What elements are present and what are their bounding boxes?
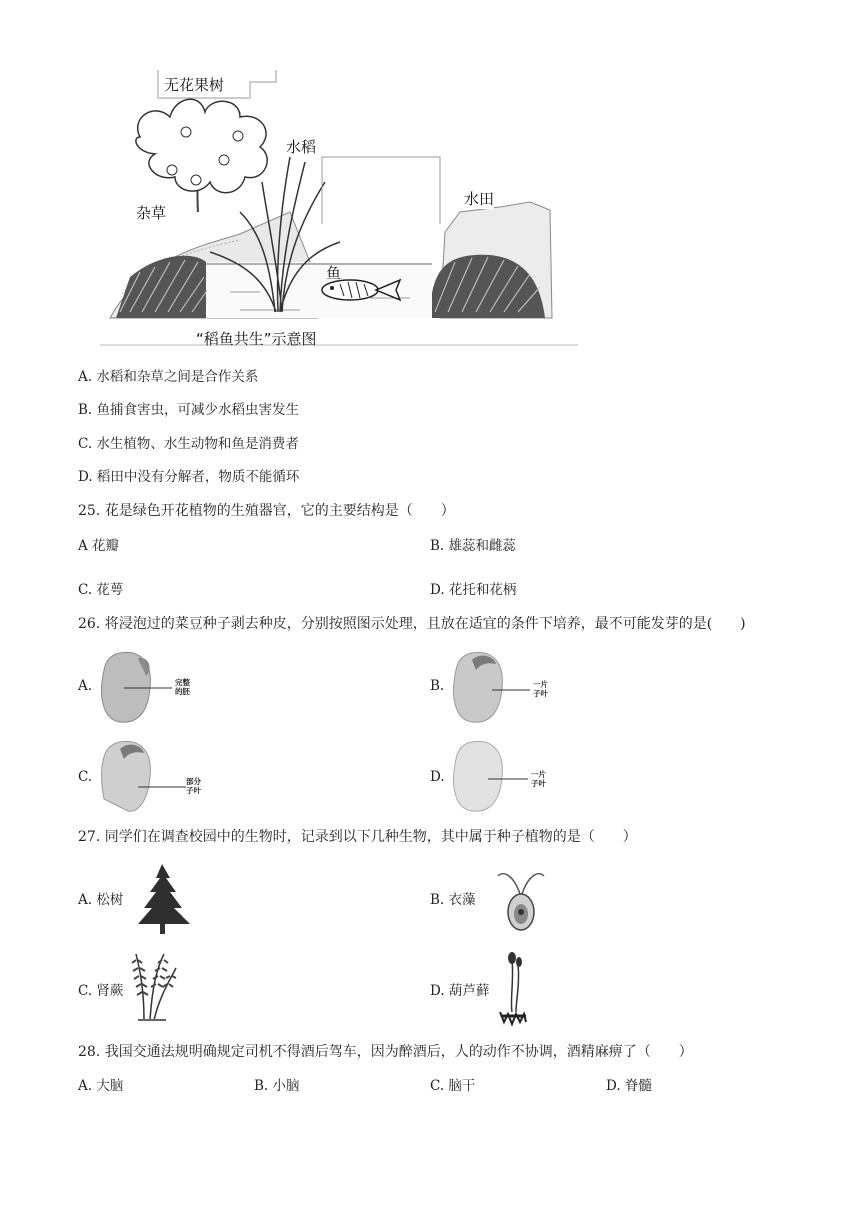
q25-option-b: B. 雄蕊和雌蕊 <box>430 538 517 554</box>
q25-stem: 25. 花是绿色开花植物的生殖器官，它的主要结构是（ ） <box>78 503 455 519</box>
q27-option-b: B. 衣藻 <box>430 892 476 908</box>
q27-option-c: C. 肾蕨 <box>78 983 124 999</box>
q27-option-a: A. 松树 <box>78 892 124 908</box>
q26-b-letter: B. <box>430 678 445 694</box>
q26-stem: 26. 将浸泡过的菜豆种子剥去种皮，分别按照图示处理，且放在适宜的条件下培养，最不可能发芽的是( ) <box>78 616 746 632</box>
chlamydomonas-image <box>494 866 548 936</box>
q26-option-a <box>78 648 278 728</box>
figure-caption: “稻鱼共生”示意图 <box>196 330 317 348</box>
q26-a-label: 完整 的胚 <box>175 678 190 696</box>
q24-option-a: A. 水稻和杂草之间是合作关系 <box>78 369 259 385</box>
q26-c-letter: C. <box>78 769 93 785</box>
q28-option-b: B. 小脑 <box>254 1078 300 1094</box>
q25-option-c: C. 花萼 <box>78 582 124 598</box>
q25-option-d: D. 花托和花柄 <box>430 582 517 598</box>
q26-a-letter: A. <box>78 678 93 694</box>
q27-option-d: D. 葫芦藓 <box>430 983 490 999</box>
rice-fish-figure <box>100 62 580 352</box>
q24-option-d: D. 稻田中没有分解者，物质不能循环 <box>78 469 300 485</box>
q28-option-c: C. 脑干 <box>430 1078 476 1094</box>
q25-option-a: A 花瓣 <box>78 538 120 554</box>
funaria-moss-image <box>492 950 534 1028</box>
bean-seed-partial-cotyledon-image <box>98 739 158 815</box>
fern-image <box>130 950 180 1024</box>
rice-fish-illustration <box>100 62 580 352</box>
q28-option-d: D. 脊髓 <box>606 1078 652 1094</box>
q26-b-label: 一片 子叶 <box>533 680 548 698</box>
label-fish: 鱼 <box>326 264 342 282</box>
pine-tree-image <box>132 862 196 936</box>
q24-option-b: B. 鱼捕食害虫，可减少水稻虫害发生 <box>78 402 300 418</box>
q26-c-label: 部分 子叶 <box>186 777 201 795</box>
q28-stem: 28. 我国交通法规明确规定司机不得酒后驾车，因为醉酒后，人的动作不协调，酒精麻痹了（ ） <box>78 1044 693 1060</box>
label-fig-tree: 无花果树 <box>164 76 225 94</box>
q26-d-letter: D. <box>430 769 445 785</box>
label-paddy: 水田 <box>464 190 495 208</box>
q26-d-label: 一片 子叶 <box>531 770 546 788</box>
q26-option-d <box>430 737 630 817</box>
q26-option-c <box>78 737 278 817</box>
q28-option-a: A. 大脑 <box>78 1078 124 1094</box>
label-rice: 水稻 <box>286 138 317 156</box>
q24-option-c: C. 水生植物、水生动物和鱼是消费者 <box>78 436 299 452</box>
q27-stem: 27. 同学们在调查校园中的生物时，记录到以下几种生物，其中属于种子植物的是（ ） <box>78 829 637 845</box>
q26-option-b <box>430 648 630 728</box>
label-weed: 杂草 <box>136 204 167 222</box>
